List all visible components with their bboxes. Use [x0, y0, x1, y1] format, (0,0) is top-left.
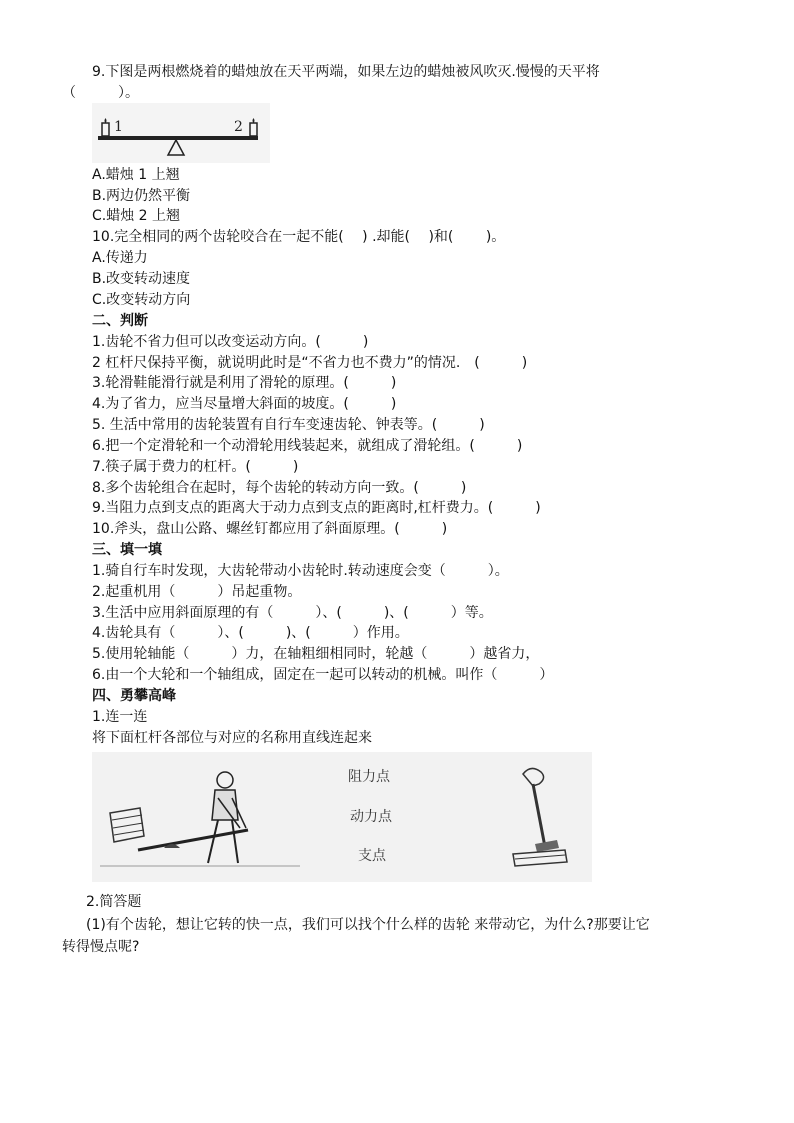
- fill-item: 6.由一个大轮和一个轴组成，固定在一起可以转动的机械。叫作（ ）: [92, 667, 554, 683]
- section-fill-heading: 三、填一填: [92, 542, 162, 558]
- hand: [523, 768, 544, 786]
- q9-option-c: C.蜡烛 2 上翘: [92, 208, 181, 224]
- judge-item: 5. 生活中常用的齿轮装置有自行车变速齿轮、钟表等。( ): [92, 417, 485, 433]
- short-answer-q1-line1: (1)有个齿轮，想让它转的快一点，我们可以找个什么样的齿轮 来带动它，为什么?那要让它: [86, 917, 650, 933]
- fill-item: 3.生活中应用斜面原理的有（ ）、( )、( ）等。: [92, 605, 493, 621]
- connect-instruction: 将下面杠杆各部位与对应的名称用直线连起来: [92, 730, 372, 746]
- judge-item: 2 杠杆尺保持平衡，就说明此时是“不省力也不费力”的情况. ( ): [92, 355, 528, 371]
- balance-beam: [98, 136, 258, 140]
- person-body: [212, 790, 238, 820]
- board: [513, 850, 567, 866]
- short-answer-subheading: 2.简答题: [86, 894, 142, 910]
- fill-item: 5.使用轮轴能（ ）力，在轴粗细相同时，轮越（ ）越省力，: [92, 646, 540, 662]
- judge-item: 9.当阻力点到支点的距离大于动力点到支点的距离时,杠杆费力。( ): [92, 500, 541, 516]
- connect-subheading: 1.连一连: [92, 709, 148, 725]
- q9-option-a: A.蜡烛 1 上翘: [92, 167, 180, 183]
- q10-text: 10.完全相同的两个齿轮咬合在一起不能( ) .却能( )和( )。: [92, 229, 506, 245]
- q10-option-b: B.改变转动速度: [92, 271, 191, 287]
- label-fulcrum: 支点: [358, 848, 386, 864]
- judge-item: 1.齿轮不省力但可以改变运动方向。( ): [92, 334, 369, 350]
- judge-item: 6.把一个定滑轮和一个动滑轮用线装起来，就组成了滑轮组。( ): [92, 438, 523, 454]
- fill-item: 4.齿轮具有（ ）、( )、( ）作用。: [92, 625, 409, 641]
- candle-left-label: 1: [114, 119, 123, 135]
- short-answer-q1-line2: 转得慢点呢?: [62, 939, 140, 955]
- judge-item: 4.为了省力，应当尽量增大斜面的坡度。( ): [92, 396, 397, 412]
- crate: [110, 808, 144, 842]
- q10-option-c: C.改变转动方向: [92, 292, 191, 308]
- fill-item: 1.骑自行车时发现，大齿轮带动小齿轮时.转动速度会变（ ）。: [92, 563, 509, 579]
- hammer-lever-figure: [505, 762, 575, 872]
- person-head: [217, 772, 233, 788]
- lever-bar: [138, 830, 248, 850]
- q9-option-b: B.两边仍然平衡: [92, 188, 191, 204]
- balance-scale-figure: [92, 103, 270, 163]
- judge-item: 8.多个齿轮组合在起时，每个齿轮的转动方向一致。( ): [92, 480, 467, 496]
- hammer-handle: [533, 784, 545, 847]
- q9-text-line1: 9.下图是两根燃烧着的蜡烛放在天平两端，如果左边的蜡烛被风吹灭.慢慢的天平将: [92, 64, 600, 80]
- judge-item: 10.斧头，盘山公路、螺丝钉都应用了斜面原理。( ): [92, 521, 448, 537]
- candle-right-label: 2: [234, 119, 243, 135]
- judge-item: 3.轮滑鞋能滑行就是利用了滑轮的原理。( ): [92, 375, 397, 391]
- section-judge-heading: 二、判断: [92, 313, 148, 329]
- fill-item: 2.起重机用（ ）吊起重物。: [92, 584, 302, 600]
- label-effort-point: 动力点: [350, 809, 392, 825]
- q9-text-line2: （ ）。: [62, 85, 139, 101]
- section-climb-heading: 四、勇攀高峰: [92, 688, 176, 704]
- person-lever-figure: [100, 758, 300, 878]
- label-resistance-point: 阻力点: [348, 769, 390, 785]
- judge-item: 7.筷子属于费力的杠杆。( ): [92, 459, 299, 475]
- q10-option-a: A.传递力: [92, 250, 148, 266]
